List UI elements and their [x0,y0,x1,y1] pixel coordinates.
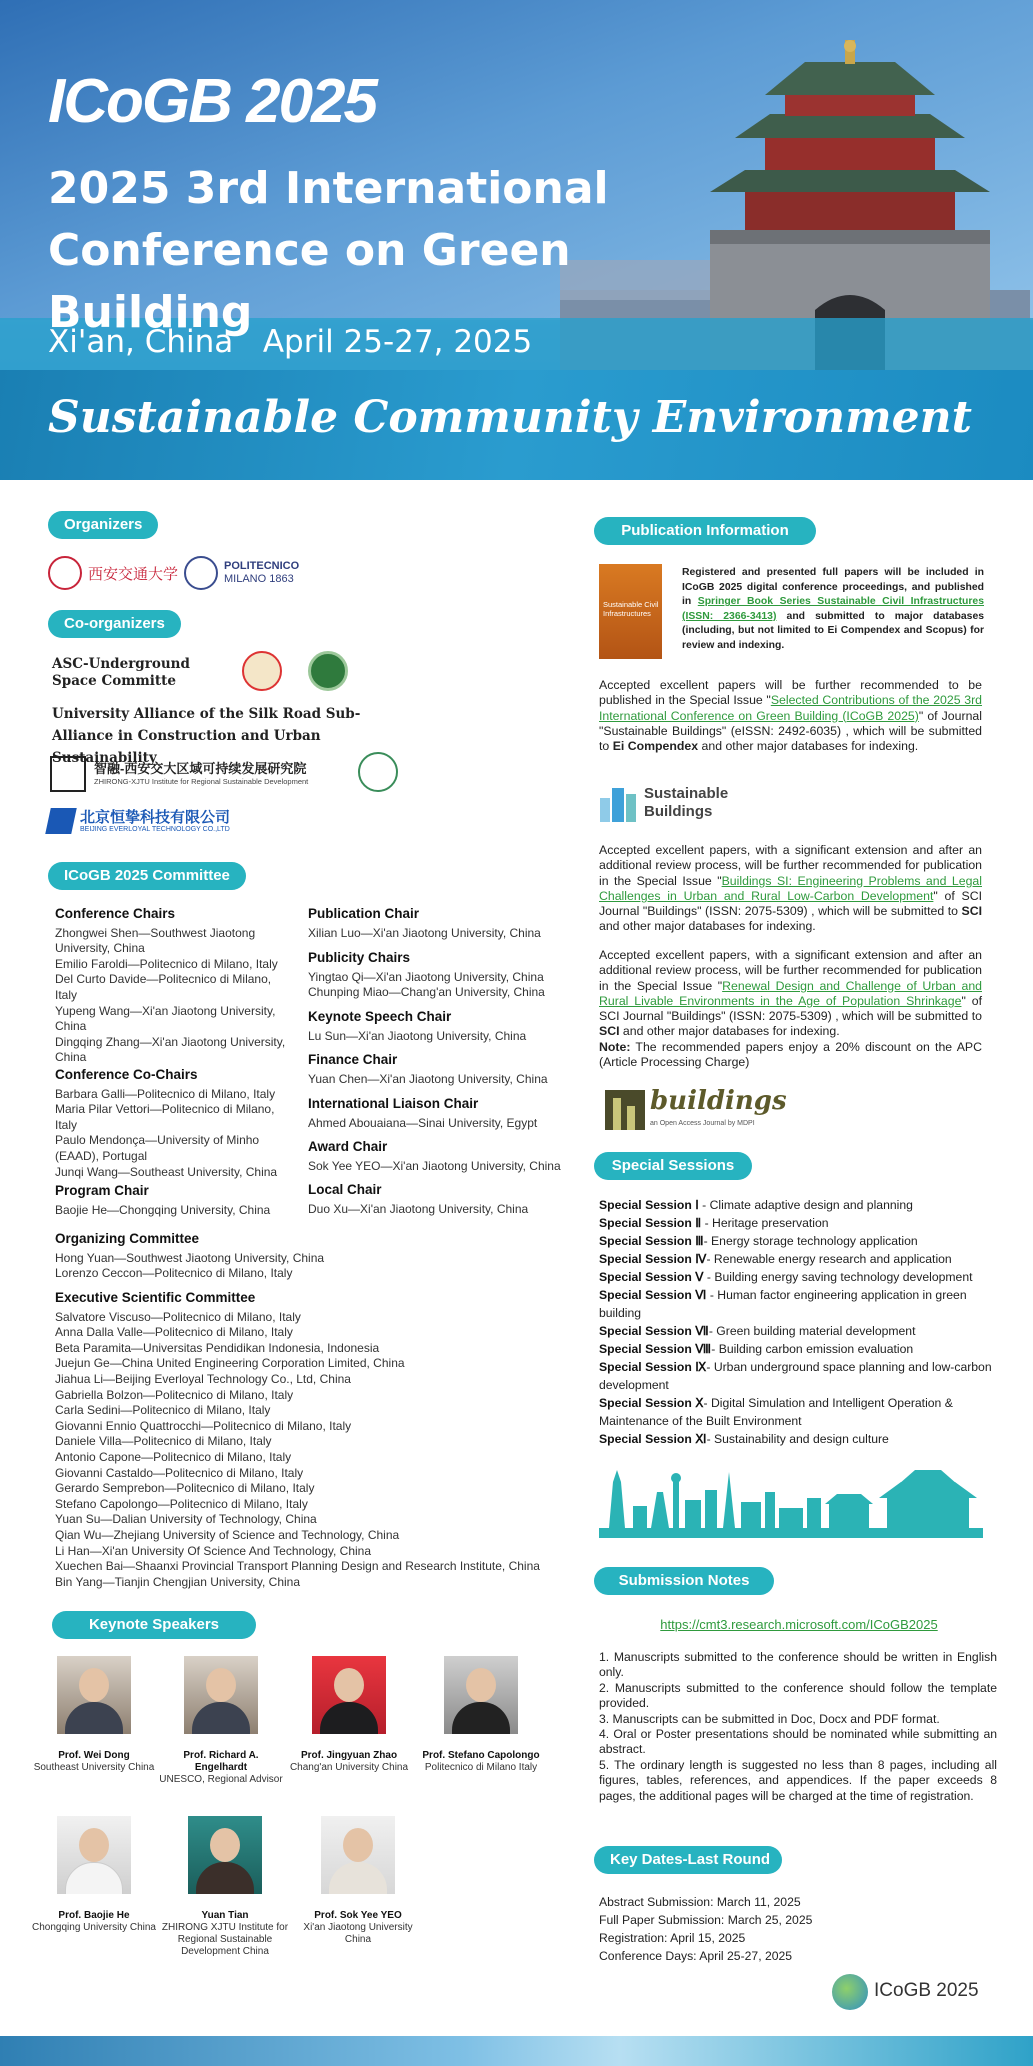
submission-url-link[interactable]: https://cmt3.research.microsoft.com/ICoGB2025 [660,1617,938,1632]
zhirong-cn: 智融-西安交大区域可持续发展研究院 [94,761,307,776]
springer-series-link[interactable]: Springer Book Series Sustainable Civil Infrastructures (ISSN: 2366-3413) [682,596,984,622]
place-date: Xi'an, China April 25-27, 2025 [48,324,533,360]
speaker-photo [444,1656,518,1734]
everloyal-cn: 北京恒挚科技有限公司 [80,809,231,826]
list-item: 3. Manuscripts can be submitted in Doc, Docx and PDF format. [599,1711,940,1726]
publication-badge: Publication Information [594,517,816,545]
polimi-logo: POLITECNICO MILANO 1863 [184,556,299,590]
program-chair: Program Chair Baojie He—Chongqing University, China [55,1183,271,1217]
keynote-badge: Keynote Speakers [52,1611,256,1639]
special-sessions-badge: Special Sessions [594,1152,752,1180]
institute-emblem-icon [358,752,398,792]
list-item: Special Session Ⅸ- Urban underground space planning and low-carbon development [599,1360,992,1392]
alliance-emblem-icon [308,651,348,691]
polimi-emblem-icon [184,556,218,590]
speaker-photo [188,1816,262,1894]
key-dates-badge: Key Dates-Last Round [594,1846,782,1874]
everloyal-en: BEIJING EVERLOYAL TECHNOLOGY CO.,LTD [80,826,230,833]
publicity-chairs: Publicity Chairs Yingtao Qi—Xi'an Jiaotong University, China Chunping Miao—Chang'an University, China [308,950,545,1000]
list-item: Special Session Ⅱ - Heritage preservation [599,1216,829,1230]
buildings-si-renewal-link[interactable]: Renewal Design and Challenge of Urban and Rural Livable Environments in the Age of Population Shrinkage [599,978,982,1008]
xjtu-logo: 西安交通大学 [48,556,178,590]
speaker-photo [57,1656,131,1734]
everloyal-logo-icon [45,808,77,834]
conference-chairs: Conference Chairs Zhongwei Shen—Southwest Jiaotong University, China Emilio Faroldi—Politecnico di Milano, Italy Del Curto Davide—Politecnico di Milano, Italy Yupeng Wang—Xi'an Jiaotong University, China Dingqing Zhang—Xi'an Jiaotong University, China [55,906,286,1065]
award-chair: Award Chair Sok Yee YEO—Xi'an Jiaotong University, China [308,1139,561,1173]
globe-icon [832,1974,868,2010]
footer-bar [0,2036,1033,2066]
organizing-committee: Organizing Committee Hong Yuan—Southwest Jiaotong University, China Lorenzo Ceccon—Politecnico di Milano, Italy [55,1231,325,1281]
committee-badge: ICoGB 2025 Committee [48,862,246,890]
buildings-si-low-carbon-link[interactable]: Buildings SI: Engineering Problems and Legal Challenges in Urban and Rural Low-Carbon Development [599,873,982,903]
key-dates-list [599,1893,812,1965]
submission-notes [599,1650,997,1804]
speaker-card: Prof. Sok Yee YEO Xi'an Jiaotong University China [293,1816,423,1946]
local-chair: Local Chair Duo Xu—Xi'an Jiaotong University, China [308,1182,529,1216]
conference-logo: ICoGB 2025 [48,67,377,136]
sustainable-buildings-logo-text: Sustainable Buildings [644,785,729,820]
list-item: Special Session Ⅲ- Energy storage technology application [599,1234,918,1248]
list-item: Special Session Ⅵ - Human factor engineering application in green building [599,1288,967,1320]
sustainable-buildings-logo-icon [600,784,638,822]
conference-title [48,158,728,344]
speaker-card: Prof. Baojie He Chongqing University China [29,1816,159,1934]
keynote-speech-chair: Keynote Speech Chair Lu Sun—Xi'an Jiaotong University, China [308,1009,527,1043]
xjtu-emblem-icon [48,556,82,590]
speaker-photo [312,1656,386,1734]
list-item: Full Paper Submission: March 25, 2025 [599,1913,813,1927]
coorganizers-badge: Co-organizers [48,610,181,638]
list-item: Special Session Ⅴ - Building energy saving technology development [599,1270,973,1284]
list-item: Conference Days: April 25-27, 2025 [599,1949,793,1963]
organizers-badge: Organizers [48,511,158,539]
conference-theme: Sustainable Community Environment [48,392,972,443]
list-item: Special Session Ⅹ- Digital Simulation and Intelligent Operation & Maintenance of the Built Environment [599,1396,953,1428]
speaker-photo [321,1816,395,1894]
list-item: Abstract Submission: March 11, 2025 [599,1895,801,1909]
international-liaison-chair: International Liaison Chair Ahmed Abouaiana—Sinai University, Egypt [308,1096,538,1130]
buildings-journal-sub: an Open Access Journal by MDPI [650,1120,755,1127]
speaker-card: Prof. Wei Dong Southeast University China [29,1656,159,1774]
special-sessions-list [599,1196,999,1448]
list-item: Special Session Ⅶ- Green building material development [599,1324,916,1338]
publication-para-2: Accepted excellent papers will be further recommended to be published in the Special Issue "Selected Contributions of the 2025 3rd International Conference on Green Building (ICoGB 2025)" of Journal "Sustainable Buildings" (eISSN: 2492-6035) , which will be submitted to Ei Compendex and other major databases for indexing. [599,678,983,754]
list-item: Special Session Ⅰ - Climate adaptive design and planning [599,1198,913,1212]
asc-committee: ASC-Underground Space Committe [52,656,190,689]
list-item: Special Session Ⅷ- Building carbon emission evaluation [599,1342,914,1356]
speaker-photo [184,1656,258,1734]
publication-para-4: Accepted excellent papers, with a significant extension and after an additional review process, will be further recommended for publication in the Special Issue "Renewal Design and Challenge of Urban and Rural Livable Environments in the Age of Population Shrinkage" of SCI Journal "Buildings" (ISSN: 2075-5309) , which will be submitted to SCI and other major databases for indexing. Note: The recommended papers enjoy a 20% discount on the APC (Article Processing Charge) [599,948,982,1070]
buildings-journal-logo-text: buildings [650,1086,787,1116]
list-item: Registration: April 15, 2025 [599,1931,746,1945]
title-line-1: 2025 3rd International [48,163,609,214]
footer-logo-text: ICoGB 2025 [874,1980,979,2001]
sustainable-buildings-si-link[interactable]: Selected Contributions of the 2025 3rd International Conference on Green Building (ICoGB 2025) [599,693,983,723]
finance-chair: Finance Chair Yuan Chen—Xi'an Jiaotong University, China [308,1052,548,1086]
zhirong-logo-icon [50,756,86,792]
list-item: 4. Oral or Poster presentations should be nominated while submitting an abstract. [599,1727,997,1757]
publication-para-1: Registered and presented full papers will be included in ICoGB 2025 digital conference proceedings, and published in Springer Book Series Sustainable Civil Infrastructures (ISSN: 2366-3413) and submitted to major databases (including, but not limited to Ei Compendex and Scopus) for review and indexing. [682,567,984,651]
publication-para-3: Accepted excellent papers, with a significant extension and after an additional review process, will be further recommended for publication in the Special Issue "Buildings SI: Engineering Problems and Legal Challenges in Urban and Rural Low-Carbon Development" of SCI Journal "Buildings" (ISSN: 2075-5309) , which will be submitted to SCI and other major databases for indexing. [599,843,982,934]
asc-emblem-icon [242,651,282,691]
speaker-card: Prof. Stefano Capolongo Politecnico di Milano Italy [416,1656,546,1774]
conference-co-chairs: Conference Co-Chairs Barbara Galli—Politecnico di Milano, Italy Maria Pilar Vettori—Politecnico di Milano, Italy Paulo Mendonça—University of Minho (EAAD), Portugal Junqi Wang—Southeast University, China [55,1067,278,1179]
list-item: 2. Manuscripts submitted to the conference should follow the template provided. [599,1680,997,1711]
xian-skyline-illustration [599,1462,983,1538]
executive-scientific-committee: Executive Scientific Committee Salvatore Viscuso—Politecnico di Milano, Italy Anna Dalla Valle—Politecnico di Milano, Italy Beta Paramita—Universitas Pendidikan Indonesia, Indonesia Juejun Ge—China United Engineering Corporation Limited, China Jiahua Li—Beijing Everloyal Technology Co., Ltd, China Gabriella Bolzon—Politecnico di Milano, Italy Carla Sedini—Politecnico di Milano, Italy Giovanni Ennio Quattrocchi—Politecnico di Milano, Italy Daniele Villa—Politecnico di Milano, Italy Antonio Capone—Politecnico di Milano, Italy Giovanni Castaldo—Politecnico di Milano, Italy Gerardo Semprebon—Politecnico di Milano, Italy Stefano Capolongo—Politecnico di Milano, Italy Yuan Su—Dalian University of Technology, China Qian Wu—Zhejiang University of Science and Technology, China Li Han—Xi'an University Of Science And Technology, China Xuechen Bai—Shaanxi Provincial Transport Planning Design and Research Institute, China Bin Yang—Tianjin Chengjian University, China [55,1290,540,1589]
speaker-card: Yuan Tian ZHIRONG XJTU Institute for Regional Sustainable Development China [160,1816,290,1958]
submission-badge: Submission Notes [594,1567,774,1595]
list-item: Special Session Ⅺ- Sustainability and design culture [599,1432,889,1446]
speaker-photo [57,1816,131,1894]
springer-book-cover: Sustainable Civil Infrastructures [599,564,662,659]
hero-banner [0,0,1033,480]
silk-road-alliance: University Alliance of the Silk Road Sub-Alliance in Construction and Urban Sustainability [52,706,361,766]
publication-chair: Publication Chair Xilian Luo—Xi'an Jiaotong University, China [308,906,541,940]
zhirong-en: ZHIRONG-XJTU Institute for Regional Sustainable Development [94,777,309,786]
speaker-card: Prof. Jingyuan Zhao Chang'an University China [284,1656,414,1774]
title-line-2: Conference on Green Building [48,225,571,338]
list-item: 5. The ordinary length is suggested no less than 8 pages, including all figures, tables, references, and appendices. If the paper exceeds 8 pages, the additional pages will be charged at the time of registration. [599,1757,997,1803]
speaker-card: Prof. Richard A. Engelhardt UNESCO, Regional Advisor [156,1656,286,1786]
list-item: Special Session Ⅳ- Renewable energy research and application [599,1252,952,1266]
buildings-journal-logo-icon [605,1090,645,1130]
list-item: 1. Manuscripts submitted to the conference should be written in English only. [599,1650,997,1680]
